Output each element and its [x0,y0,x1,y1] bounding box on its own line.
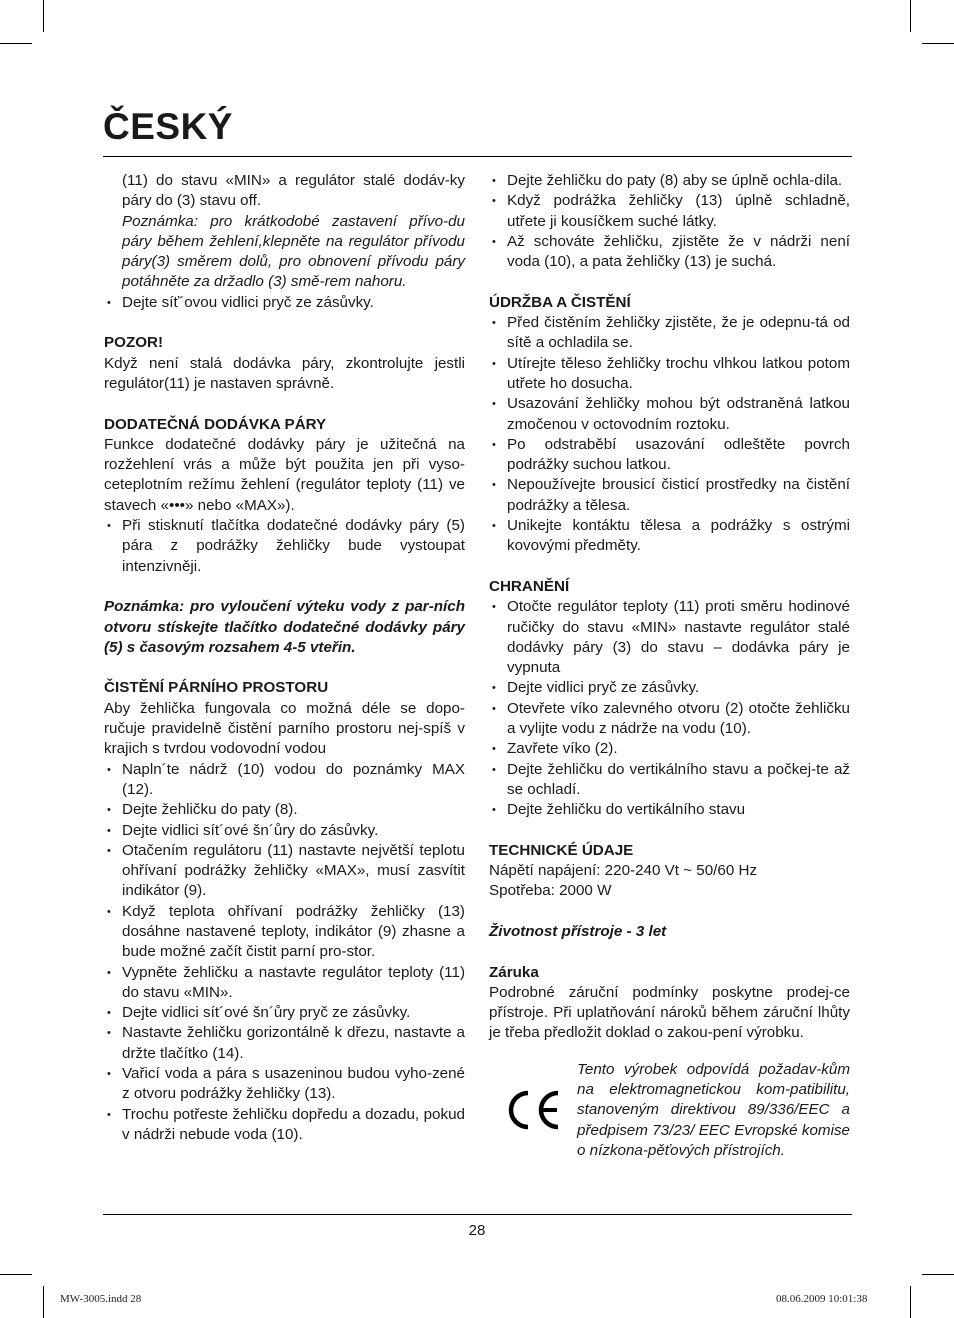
tech-power: Spotřeba: 2000 W [489,882,612,900]
list-item: • Trochu potřeste žehličku dopředu a dozadu, pokud v nádrži nebude voda (10). [104,1105,465,1146]
crop-mark [922,43,954,44]
list-item: • Dejte žehličku do vertikálního stavu [489,800,850,820]
list-item: • Otevřete víko zalevného otvoru (2) otočte žehličku a vylijte vodu z nádrže na vodu (10). [489,699,850,740]
left-column [104,171,465,1145]
footer-file: MW-3005.indd 28 [60,1293,142,1305]
section-title-chraneni: CHRANĚNÍ [489,577,570,595]
list-item: • Při stisknutí tlačítka dodatečné dodávky páry (5) pára z podrážky žehličky bude vystoupat intenzivněji. [104,516,465,577]
list-item: • Otočte regulátor teploty (11) proti směru hodinové ručičky do stavu «MIN» nastavte regulátor stalé dodávky páry (3) do stavu – dodávka páry je vypnuta [489,597,850,678]
note-bold: Poznámka: pro vyloučení výteku vody z par-ních otvoru stískejte tlačítko dodatečné dodávky páry (5) s časovým rozsahem 4-5 vteřin. [104,598,465,656]
list-item: • Po odstraběbí usazování odleštěte povrch podrážky suchou latkou. [489,435,850,476]
bullet-list [104,760,465,1146]
list-item: • Dejte vidlici pryč ze zásůvky. [489,678,850,698]
ce-block [489,1060,850,1161]
footer-rule [103,1214,852,1215]
list-item: • Dejte vidlici sít´ové šn´ůry do zásůvky. [104,821,465,841]
ce-compliance-text: Tento výrobek odpovídá požadav-kům na elektromagnetickou kom-patibilitu, stanoveným direktivou 89/336/EEC a předpisem 73/23/ EEC Evropské komise o nízkona-pěťových přístrojích. [577,1060,850,1159]
list-item: • Vypněte žehličku a nastavte regulátor teploty (11) do stavu «MIN». [104,963,465,1004]
crop-mark [0,1274,32,1275]
section-text-dodatecna: Funkce dodatečné dodávky páry je užitečná na rozžehlení vrás a může být použita jen při vyso-ceteplotním režímu žehlení (regulátor teploty (11) ve stavech «•••» nebo «MAX»). [104,435,465,514]
ce-mark-svg [504,1088,562,1132]
section-text-pozor: Když není stalá dodávka páry, zkontrolujte jestli regulátor(11) je nastaven správně. [104,354,465,392]
section-title-zaruka: Záruka [489,963,539,981]
section-title-cisteni: ČISTĚNÍ PÁRNÍHO PROSTORU [104,679,329,697]
bullet-list [489,597,850,820]
list-item: • Před čistěním žehličky zjistěte, že je odepnu-tá od sítě a ochladila se. [489,313,850,354]
list-item: • Dejte žehličku do paty (8). [104,800,465,820]
list-item: • Když podrážka žehličky (13) úplně schladně, utřete ji kousíčkem suché látky. [489,191,850,232]
list-item: • Dejte žehličku do paty (8) aby se úplně ochla-dila. [489,171,850,191]
tech-voltage: Nápětí napájení: 220-240 Vt ~ 50/60 Hz [489,862,758,880]
list-item: • Zavřete víko (2). [489,739,850,759]
list-item: • Nastavte žehličku gorizontálně k dřezu, nastavte a držte tlačítko (14). [104,1023,465,1064]
footer-datetime: 08.06.2009 10:01:38 [776,1293,868,1305]
crop-mark [910,1286,911,1318]
list-item: • Až schováte žehličku, zjistěte že v nádrži není voda (10), a pata žehličky (13) je suchá. [489,232,850,273]
page-number: 28 [468,1222,486,1239]
note-italic: Poznámka: pro krátkodobé zastavení přívo-du páry během žehlení,klepněte na regulátor přívodu páry(3) směrem dolů, pro obnovení přívodu páry potáhněte za držadlo (3) smě-rem nahoru. [122,212,465,291]
list-item: • Napln´te nádrž (10) vodou do poznámky MAX (12). [104,760,465,801]
crop-mark [910,0,911,32]
list-item: • Unikejte kontáktu tělesa a podrážky s ostrými kovovými předměty. [489,516,850,557]
ce-mark-icon [489,1060,577,1160]
section-title-udrzba: ÚDRŽBA A ČISTĚNÍ [489,293,631,311]
page-title: ČESKÝ [103,106,233,147]
crop-mark [43,0,44,32]
section-text-cisteni: Aby žehlička fungovala co možná déle se dopo-ručuje pravidelně čistění parního prostoru nej-spíš v krajich s tvrdou vodovodní vodou [104,699,465,758]
section-title-pozor: POZOR! [104,334,164,352]
list-item: • Dejte síť´ovou vidlici pryč ze zásůvky. [104,293,465,313]
section-text-zaruka: Podrobné záruční podmínky poskytne prodej-ce přístroje. Při uplatňování nároků během záruční lhůty je třeba předložit doklad o zakou-pení výrobku. [489,983,850,1042]
list-item: • Utírejte těleso žehličky trochu vlhkou latkou potom utřete ho dosucha. [489,354,850,395]
list-item: • Dejte žehličku do vertikálního stavu a počkej-te až se ochladí. [489,760,850,801]
list-item: • Vařicí voda a pára s usazeninou budou vyho-zené z otvoru podrážky žehličky (13). [104,1064,465,1105]
list-item: • Otačením regulátoru (11) nastavte největší teplotu ohřívaní podrážky žehličky «MAX», musí zasvítit indikátor (9). [104,841,465,902]
bullet-list [489,171,850,272]
bullet-list [104,293,465,313]
crop-mark [43,1286,44,1318]
list-item: • Nepoužívejte brousicí čisticí prostředky na čistění podrážky a tělesa. [489,475,850,516]
section-title-tech: TECHNICKÉ ÚDAJE [489,841,634,859]
list-item: • Dejte vidlici sít´ové šn´ůry pryč ze zásůvky. [104,1003,465,1023]
list-item: • Když teplota ohřívaní podrážky žehličky (13) dosáhne nastavené teploty, indikátor (9) zhasne a bude možné začít čistit parní pro-stor. [104,902,465,963]
bullet-list [489,313,850,557]
continued-text: (11) do stavu «MIN» a regulátor stalé dodáv-ky páry do (3) stavu off. [122,172,465,210]
bullet-list [104,516,465,577]
crop-mark [922,1274,954,1275]
header-rule [103,156,852,157]
section-title-dodatecna: DODATEČNÁ DODÁVKA PÁRY [104,415,327,433]
lifetime-note: Životnost přístroje - 3 let [489,922,667,940]
right-column [489,171,850,1161]
crop-mark [0,43,32,44]
list-item: • Usazování žehličky mohou být odstraněná latkou zmočenou v octovodním roztoku. [489,394,850,435]
